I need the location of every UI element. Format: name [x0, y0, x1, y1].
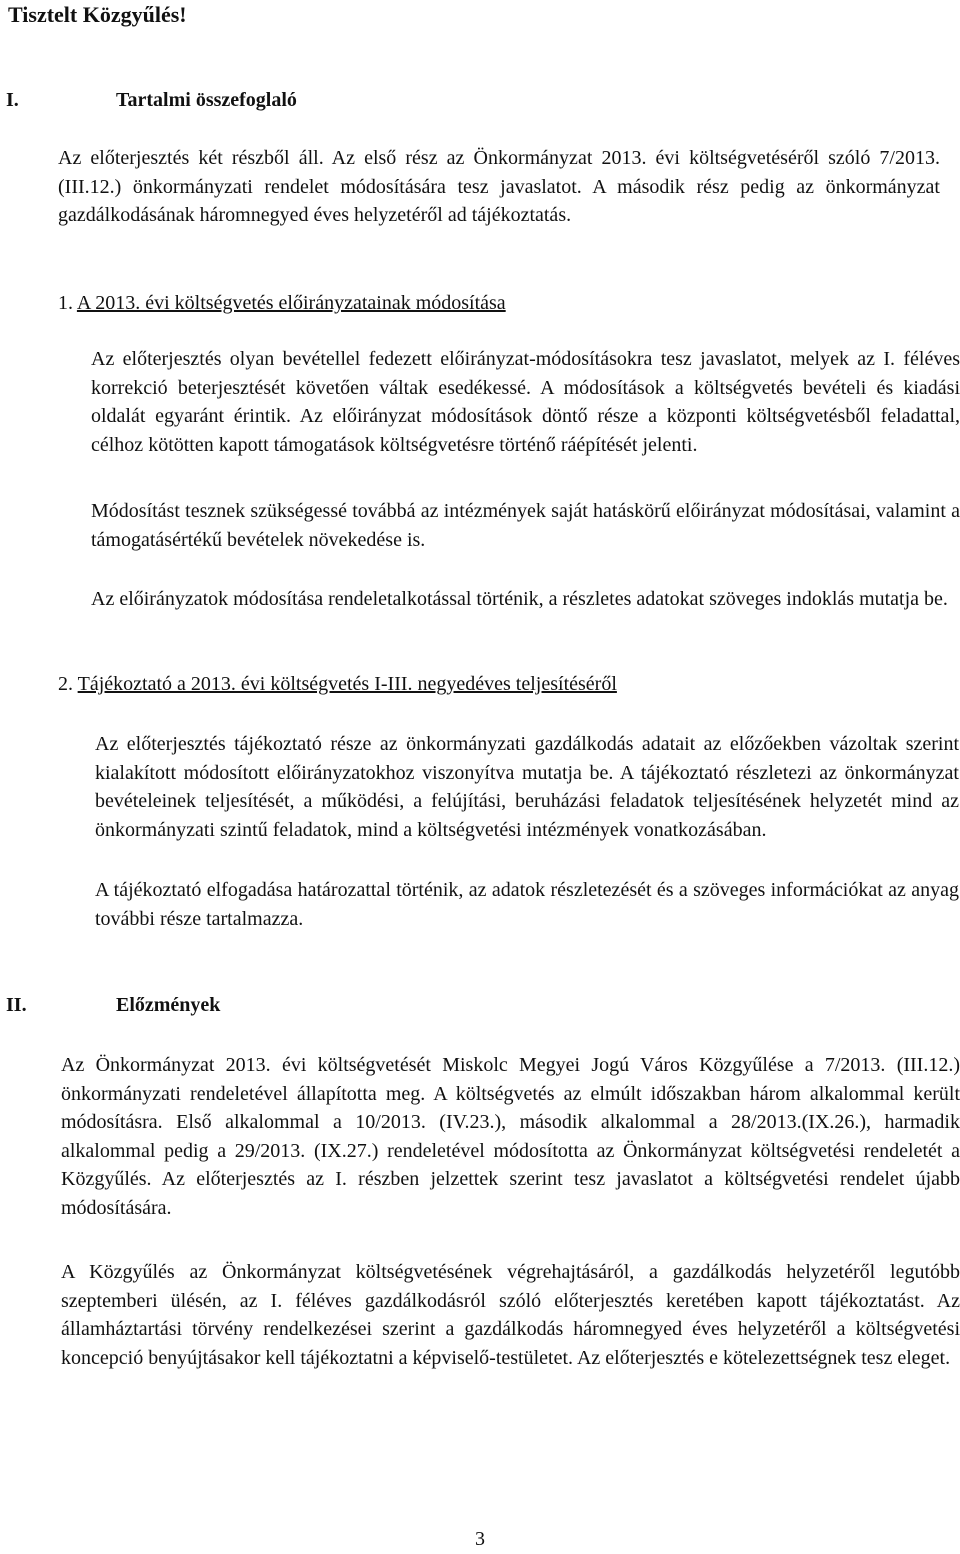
subsection-2-title: Tájékoztató a 2013. évi költségvetés I-III. negyedéves teljesítéséről [77, 673, 617, 695]
subsection-1-paragraph-3: Az előirányzatok módosítása rendeletalkotással történik, a részletes adatokat szöveges indoklás mutatja be. [91, 588, 948, 610]
subsection-1-paragraph-2: Módosítást tesznek szükségessé továbbá az intézmények saját hatáskörű előirányzat módosításai, valamint a támogatásértékű bevételek növekedése is. [91, 500, 960, 551]
subsection-2-paragraph-1: Az előterjesztés tájékoztató része az önkormányzati gazdálkodás adatait az előzőekben vázoltak szerint kialakított módosított előirányzatokhoz viszonyítva mutatja be. A tájékoztató részletezi az önkormányzat bevételeinek teljesítését, a működési, a felújítási, beruházási feladatok teljesítésének helyzetét mind az önkormányzati szintű feladatok, mind a költségvetési intézmények vonatkozásában. [95, 733, 959, 841]
section-2-paragraph-1: Az Önkormányzat 2013. évi költségvetését Miskolc Megyei Jogú Város Közgyűlése a 7/2013. (III.12.) önkormányzati rendeletével állapította meg. A költségvetés az elmúlt időszakban három alkalommal került módosításra. Első alkalommal a 10/2013. (IV.23.), második alkalommal a 28/2013.(IX.26.), harmadik alkalommal pedig a 29/2013. (IX.27.) rendeletével módosította az Önkormányzat költségvetési rendeletét a Közgyűlés. Az előterjesztés az I. részben jelzettek szerint tesz javaslatot a költségvetési rendelet újabb módosítására. [61, 1054, 960, 1219]
salutation: Tisztelt Közgyűlés! [8, 2, 187, 27]
section-2-paragraph-2: A Közgyűlés az Önkormányzat költségvetésének végrehajtásáról, a gazdálkodás helyzetéről legutóbb szeptemberi ülésén, az I. féléves gazdálkodásról szóló előterjesztés keretében kapott tájékoztatást. Az államháztartási törvény rendelkezései szerint a gazdálkodás háromnegyed éves helyzetéről a költségvetési koncepció benyújtásakor kell tájékoztatni a képviselő-testületet. Az előterjesztés e kötelezettségnek tesz eleget. [61, 1261, 960, 1369]
subsection-2-paragraph-2: A tájékoztató elfogadása határozattal történik, az adatok részletezését és a szöveges információkat az anyag további része tartalmazza. [95, 879, 959, 930]
section-1-title: Tartalmi összefoglaló [116, 89, 297, 111]
section-1-intro: Az előterjesztés két részből áll. Az első rész az Önkormányzat 2013. évi költségvetéséről szóló 7/2013. (III.12.) önkormányzati rendelet módosítására tesz javaslatot. A második rész pedig az önkormányzat gazdálkodásának háromnegyed éves helyzetéről ad tájékoztatás. [58, 147, 940, 226]
section-2-number: II. [6, 994, 27, 1016]
subsection-2-number: 2. [58, 673, 73, 695]
section-1-number: I. [6, 89, 19, 111]
subsection-1-title: A 2013. évi költségvetés előirányzatainak módosítása [76, 292, 506, 314]
subsection-1-heading [58, 292, 506, 315]
section-2-title: Előzmények [116, 994, 221, 1016]
subsection-2-heading [58, 673, 617, 696]
subsection-1-paragraph-1: Az előterjesztés olyan bevétellel fedezett előirányzat-módosításokra tesz javaslatot, melyek az I. féléves korrekció beterjesztését követően váltak esedékessé. A módosítások a költségvetés bevételi és kiadási oldalát egyaránt érintik. Az előirányzat módosítások döntő része a központi költségvetésből feladattal, célhoz kötötten kapott támogatások költségvetésre történő ráépítését jelenti. [91, 348, 960, 456]
subsection-1-number: 1. [58, 292, 73, 314]
page-number: 3 [475, 1528, 485, 1550]
